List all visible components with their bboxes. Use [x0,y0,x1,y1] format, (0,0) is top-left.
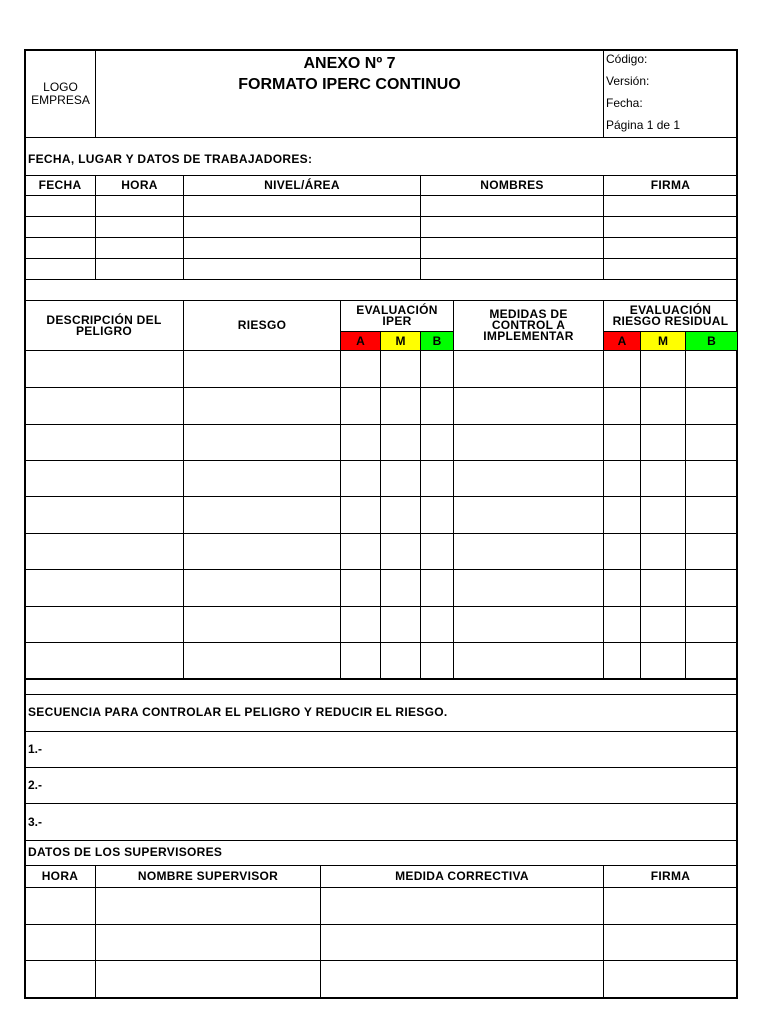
annex-title: ANEXO Nº 7 [303,55,396,72]
meta-date: Fecha: [606,96,643,110]
meta-version: Versión: [606,74,650,88]
grid-line [25,258,737,259]
step-1: 1.- [28,742,43,756]
section-sequence-title: SECUENCIA PARA CONTROLAR EL PELIGRO Y REDUCIR EL RIESGO. [28,705,448,719]
grid-line [25,424,737,425]
col-nombres: NOMBRES [480,178,544,192]
residual-level-m: M [641,332,685,350]
grid-line [25,137,737,138]
grid-line [25,731,737,732]
iper-level-a: A [341,332,380,350]
grid-line [25,533,737,534]
grid-line [183,300,184,679]
section-workers-title: FECHA, LUGAR Y DATOS DE TRABAJADORES: [28,152,313,166]
grid-line [25,642,737,643]
col-medidas-control: MEDIDAS DE CONTROL A IMPLEMENTAR [483,307,574,343]
grid-line [25,803,737,804]
grid-line [25,960,737,961]
grid-line [25,496,737,497]
grid-line [25,924,737,925]
col-descripcion-peligro: DESCRIPCIÓN DEL PELIGRO [46,312,162,338]
grid-line [25,694,737,695]
iper-level-b: B [421,332,453,350]
grid-line [25,606,737,607]
grid-line [340,300,341,679]
grid-line [25,840,737,841]
grid-line [25,216,737,217]
grid-line [603,50,604,138]
col-evaluacion-residual: EVALUACIÓN RIESGO RESIDUAL [612,303,729,328]
col-nivel-area: NIVEL/ÁREA [264,178,340,192]
grid-line [25,279,737,280]
col-firma: FIRMA [650,178,691,192]
grid-line [603,300,604,679]
col-sup-firma: FIRMA [650,869,691,883]
col-medida-correctiva: MEDIDA CORRECTIVA [395,869,529,883]
grid-line [25,350,737,351]
grid-line [453,300,454,679]
grid-line [25,237,737,238]
grid-line [420,331,421,679]
grid-line [25,887,737,888]
grid-line [640,331,641,679]
form-title: FORMATO IPERC CONTINUO [238,76,461,93]
grid-line [25,569,737,570]
grid-line [25,767,737,768]
grid-line [25,678,737,680]
col-nombre-supervisor: NOMBRE SUPERVISOR [137,869,279,883]
col-sup-hora: HORA [41,869,79,883]
residual-level-a: A [604,332,640,350]
meta-code: Código: [606,52,648,66]
grid-line [25,460,737,461]
grid-line [25,387,737,388]
col-riesgo: RIESGO [237,318,287,332]
meta-page: Página 1 de 1 [606,118,681,132]
residual-level-b: B [686,332,737,350]
section-supervisors-title: DATOS DE LOS SUPERVISORES [28,845,223,859]
step-3: 3.- [28,815,43,829]
iper-level-m: M [381,332,420,350]
grid-line [380,331,381,679]
grid-line [25,195,737,196]
col-fecha: FECHA [38,178,82,192]
col-evaluacion-iper: EVALUACIÓN IPER [356,303,438,328]
col-hora: HORA [121,178,158,192]
logo-placeholder: LOGO EMPRESA [31,80,90,107]
grid-line [685,331,686,679]
step-2: 2.- [28,778,43,792]
